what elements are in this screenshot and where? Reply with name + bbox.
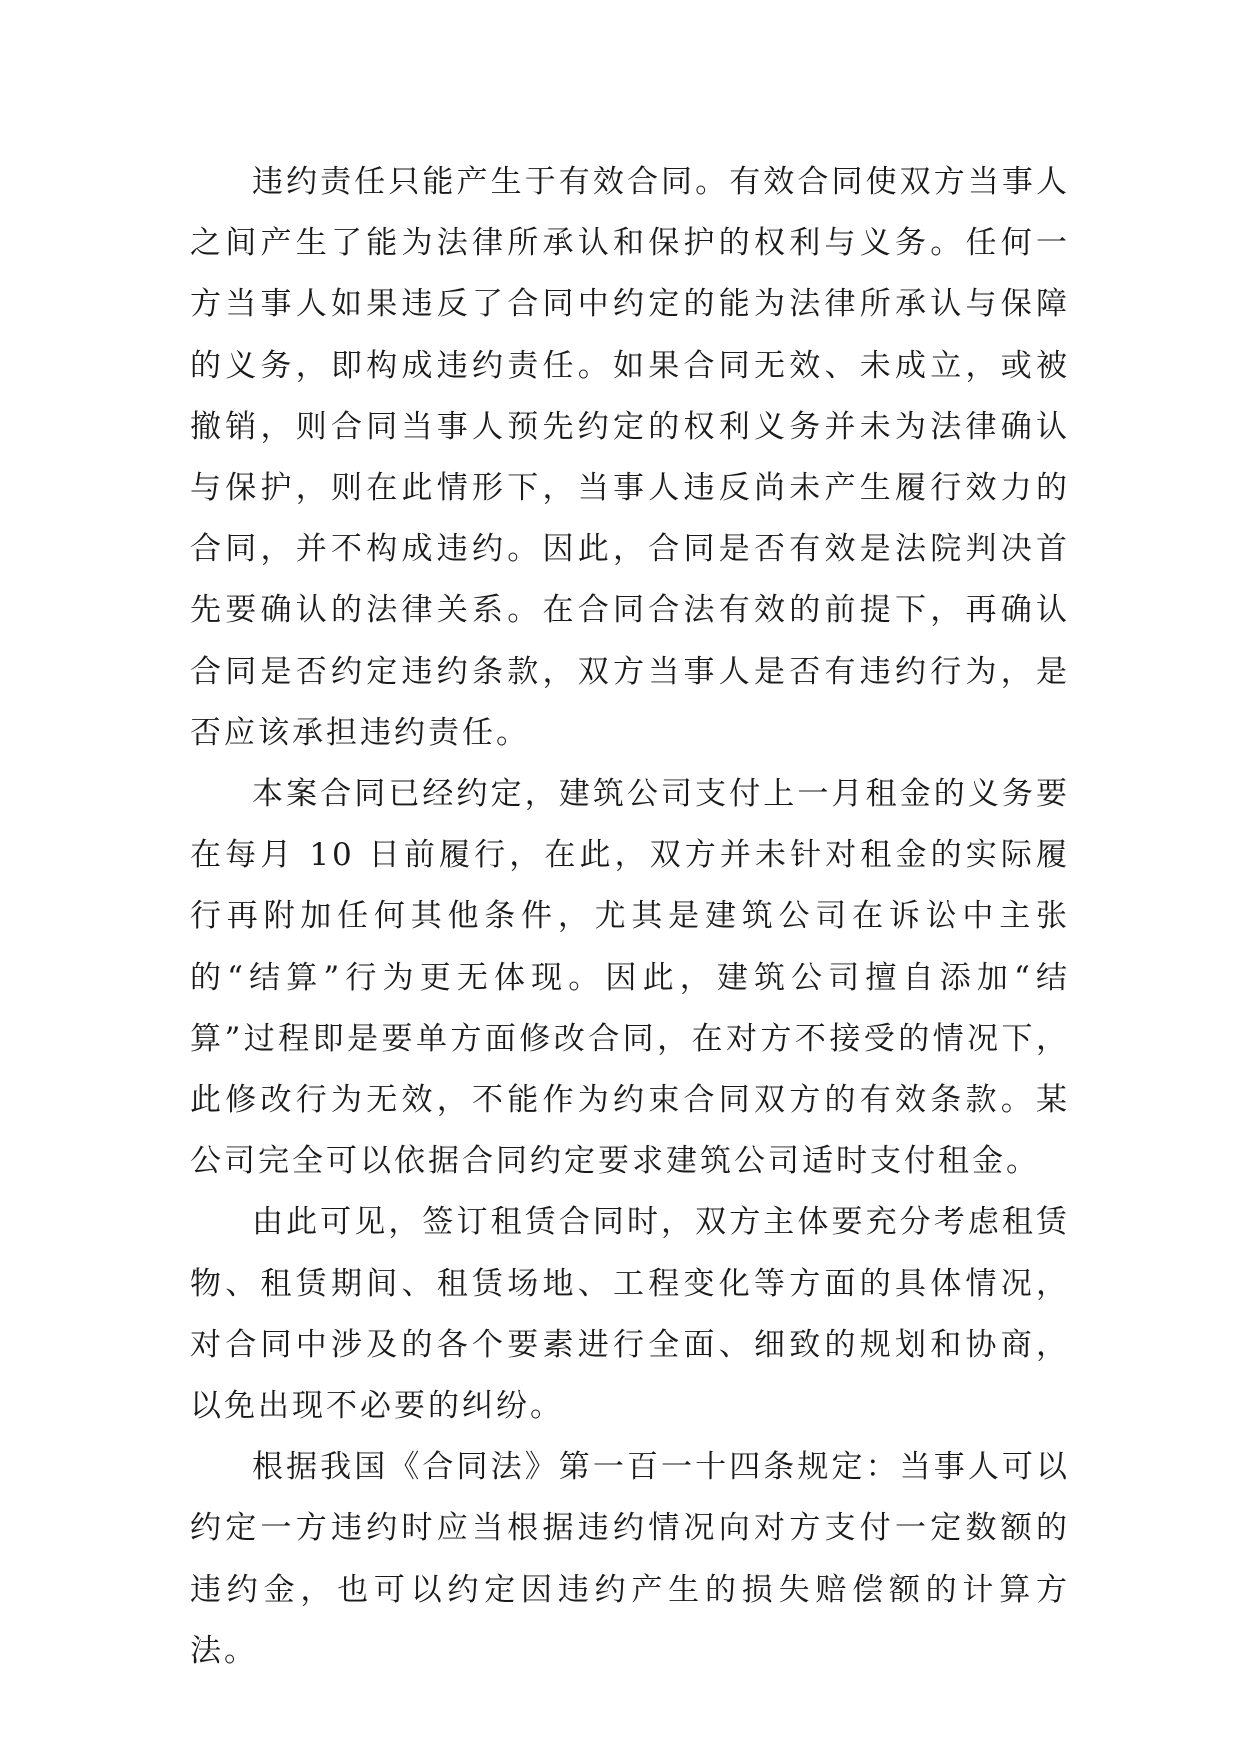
- document-body: [190, 152, 1070, 1682]
- paragraph: 由此可见，签订租赁合同时，双方主体要充分考虑租赁物、租赁期间、租赁场地、工程变化等方面的具体情况，对合同中涉及的各个要素进行全面、细致的规划和协商，以免出现不必要的纠纷。: [190, 1204, 1070, 1425]
- paragraph: 根据我国《合同法》第一百一十四条规定：当事人可以约定一方违约时应当根据违约情况向对方支付一定数额的违约金，也可以约定因违约产生的损失赔偿额的计算方法。: [190, 1449, 1070, 1669]
- paragraph: 本案合同已经约定，建筑公司支付上一月租金的义务要在每月 10 日前履行，在此，双方并未针对租金的实际履行再附加任何其他条件，尤其是建筑公司在诉讼中主张的“结算”行为更无体现。因此，建筑公司擅自添加“结算”过程即是要单方面修改合同，在对方不接受的情况下，此修改行为无效，不能作为约束合同双方的有效条款。某公司完全可以依据合同约定要求建筑公司适时支付租金。: [190, 776, 1070, 1180]
- paragraph: 违约责任只能产生于有效合同。有效合同使双方当事人之间产生了能为法律所承认和保护的权利与义务。任何一方当事人如果违反了合同中约定的能为法律所承认与保障的义务，即构成违约责任。如果合同无效、未成立，或被撤销，则合同当事人预先约定的权利义务并未为法律确认与保护，则在此情形下，当事人违反尚未产生履行效力的合同，并不构成违约。因此，合同是否有效是法院判决首先要确认的法律关系。在合同合法有效的前提下，再确认合同是否约定违约条款，双方当事人是否有违约行为，是否应该承担违约责任。: [190, 164, 1070, 751]
